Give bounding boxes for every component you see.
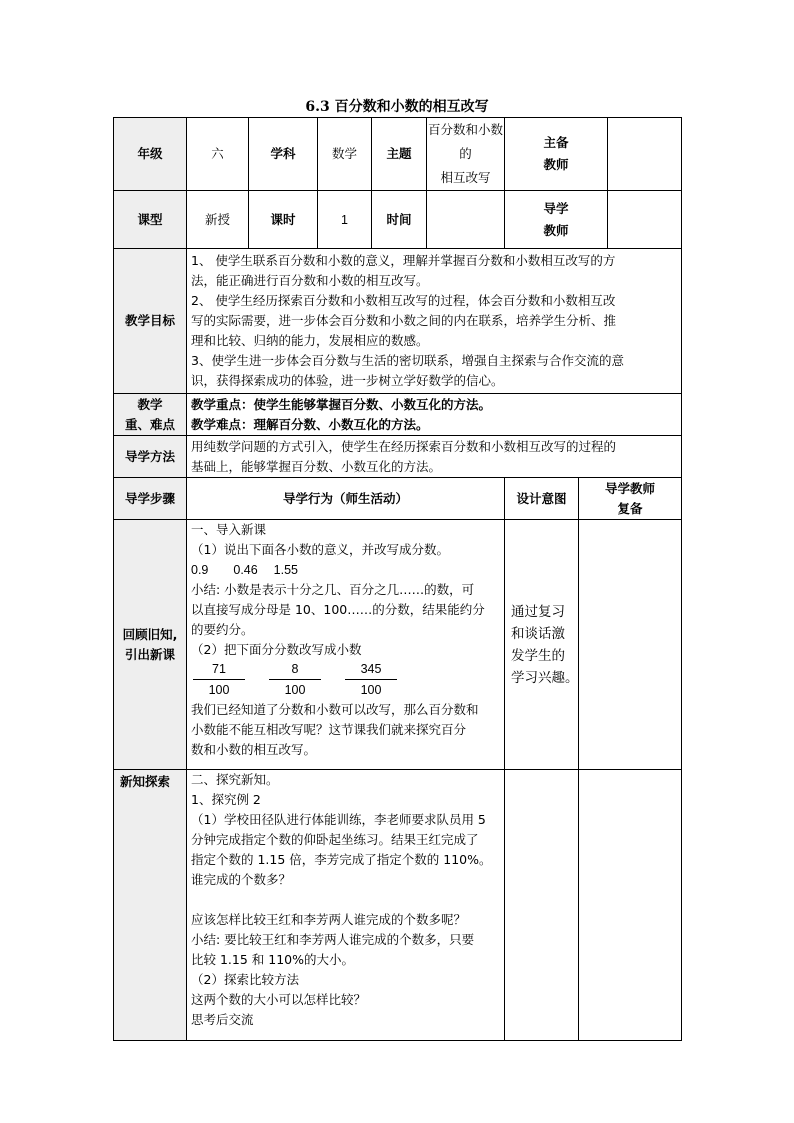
goals-line: 识，获得探索成功的体验，进一步树立学好数学的信心。 — [191, 373, 504, 388]
intent-line: 发学生的 — [511, 647, 565, 664]
review-line: 小数能不能互相改写呢？这节课我们就来探究百分 — [191, 722, 467, 737]
goals-content — [187, 249, 682, 394]
actions-header: 导学行为（师生活动） — [187, 478, 505, 520]
method-line: 基础上，能够掌握百分数、小数互化的方法。 — [191, 458, 442, 474]
info-row-2 — [114, 191, 682, 249]
topic-value-line-1: 百分数和小数的 — [427, 122, 503, 161]
review-row — [114, 520, 682, 770]
goals-line: 理和比较、归纳的能力，发展相应的数感。 — [191, 333, 429, 348]
method-label: 导学方法 — [114, 436, 187, 478]
fraction — [269, 660, 321, 700]
difficult-point-line: 教学难点：理解百分数、小数互化的方法。 — [191, 416, 429, 432]
explore-line: 比较 1.15 和 110%的大小。 — [191, 952, 354, 967]
explore-prep — [579, 770, 682, 1041]
goals-line: 3、使学生进一步体会百分数与生活的密切联系，增强自主探索与合作交流的意 — [191, 353, 624, 368]
method-row — [114, 436, 682, 478]
guide-teacher-label — [505, 191, 608, 249]
lead-teacher-label-line-2: 教师 — [543, 157, 569, 172]
fraction-denominator: 100 — [208, 683, 230, 697]
method-content — [187, 436, 682, 478]
intent-line: 学习兴趣。 — [511, 669, 579, 686]
period-label: 课时 — [249, 191, 318, 249]
type-value: 新授 — [187, 191, 249, 249]
subject-value: 数学 — [318, 118, 372, 191]
goals-label: 教学目标 — [114, 249, 187, 394]
review-intent — [505, 520, 579, 770]
explore-line: 小结: 要比较王红和李芳两人谁完成的个数多，只要 — [191, 932, 475, 947]
review-prep — [579, 520, 682, 770]
explore-line: 这两个数的大小可以怎样比较？ — [191, 992, 367, 1007]
explore-label: 新知探索 — [114, 770, 187, 1041]
review-line: 小结: 小数是表示十分之几、百分之几……的数，可 — [191, 582, 475, 597]
fraction-numerator: 345 — [345, 660, 397, 680]
fraction-denominator: 100 — [284, 683, 306, 697]
guide-teacher-value — [608, 191, 682, 249]
topic-value-line-2: 相互改写 — [440, 170, 491, 185]
guide-teacher-label-line-2: 教师 — [543, 222, 569, 238]
review-line: 的要约分。 — [191, 622, 254, 637]
grade-label: 年级 — [114, 118, 187, 191]
type-label: 课型 — [114, 191, 187, 249]
explore-line: 谁完成的个数多？ — [191, 872, 292, 887]
review-label — [114, 520, 187, 770]
lesson-plan-table — [113, 117, 682, 1041]
explore-line: 思考后交流 — [191, 1012, 254, 1027]
document-title: 6.3 百分数和小数的相互改写 — [305, 99, 489, 115]
key-point-line: 教学重点：使学生能够掌握百分数、小数互化的方法。 — [191, 396, 492, 412]
review-content — [187, 520, 505, 770]
goals-line: 1、 使学生联系百分数和小数的意义，理解并掌握百分数和小数相互改写的方 — [191, 253, 616, 268]
explore-line: 分钟完成指定个数的仰卧起坐练习。结果王红完成了 — [191, 832, 479, 847]
lead-teacher-value — [608, 118, 682, 191]
time-value — [427, 191, 505, 249]
topic-value — [427, 118, 505, 191]
goals-line: 2、 使学生经历探索百分数和小数相互改写的过程，体会百分数和小数相互改 — [191, 293, 616, 308]
grade-value: 六 — [187, 118, 249, 191]
guide-teacher-label-line-1: 导学 — [543, 200, 569, 216]
goals-line: 法，能正确进行百分数和小数的相互改写。 — [191, 273, 429, 288]
explore-line: 二、探究新知。 — [191, 772, 279, 787]
explore-content — [187, 770, 505, 1041]
topic-label: 主题 — [372, 118, 427, 191]
explore-line — [191, 890, 500, 910]
fraction — [345, 660, 397, 700]
method-line: 用纯数学问题的方式引入，使学生在经历探索百分数和小数相互改写的过程的 — [191, 438, 617, 454]
intent-line: 和谈话激 — [511, 625, 565, 642]
review-line: 数和小数的相互改写。 — [191, 742, 317, 757]
lead-teacher-label-line-1: 主备 — [543, 135, 569, 150]
review-line: （2）把下面分分数改写成小数 — [191, 642, 362, 657]
fraction-denominator: 100 — [360, 683, 382, 697]
goals-line: 写的实际需要，进一步体会百分数和小数之间的内在联系，培养学生分析、推 — [191, 313, 617, 328]
decimal-examples: 0.9 0.46 1.55 — [191, 563, 299, 577]
fraction — [193, 660, 245, 700]
explore-row — [114, 770, 682, 1041]
goals-row — [114, 249, 682, 394]
explore-intent — [505, 770, 579, 1041]
keypoints-row — [114, 394, 682, 436]
lead-teacher-label — [505, 118, 608, 191]
review-line: 以直接写成分母是 10、100……的分数，结果能约分 — [191, 602, 485, 617]
info-row-1 — [114, 118, 682, 191]
period-value: 1 — [318, 191, 372, 249]
steps-header-row — [114, 478, 682, 520]
fraction-numerator: 71 — [193, 660, 245, 680]
fraction-numerator: 8 — [269, 660, 321, 680]
review-label-line-2: 引出新课 — [124, 646, 175, 662]
time-label: 时间 — [372, 191, 427, 249]
review-label-line-1: 回顾旧知, — [122, 626, 178, 642]
keypoints-content — [187, 394, 682, 436]
review-line: 我们已经知道了分数和小数可以改写，那么百分数和 — [191, 702, 479, 717]
keypoints-label-line-1: 教学 — [137, 396, 163, 412]
review-line: 一、导入新课 — [191, 522, 267, 537]
keypoints-label — [114, 394, 187, 436]
explore-line: 指定个数的 1.15 倍，李芳完成了指定个数的 110%。 — [191, 852, 492, 867]
prep-header — [579, 478, 682, 520]
fraction-examples — [191, 660, 500, 700]
explore-line: 1、探究例 2 — [191, 792, 261, 807]
explore-line: （1）学校田径队进行体能训练，李老师要求队员用 5 — [191, 812, 486, 827]
intent-line: 通过复习 — [511, 603, 565, 620]
review-line: （1）说出下面各小数的意义，并改写成分数。 — [191, 542, 449, 557]
explore-line: （2）探索比较方法 — [191, 972, 299, 987]
explore-line: 应该怎样比较王红和李芳两人谁完成的个数多呢？ — [191, 912, 467, 927]
intent-header: 设计意图 — [505, 478, 579, 520]
steps-header: 导学步骤 — [114, 478, 187, 520]
subject-label: 学科 — [249, 118, 318, 191]
prep-header-line-2: 复备 — [617, 500, 643, 516]
keypoints-label-line-2: 重、难点 — [124, 416, 175, 432]
prep-header-line-1: 导学教师 — [605, 480, 656, 496]
